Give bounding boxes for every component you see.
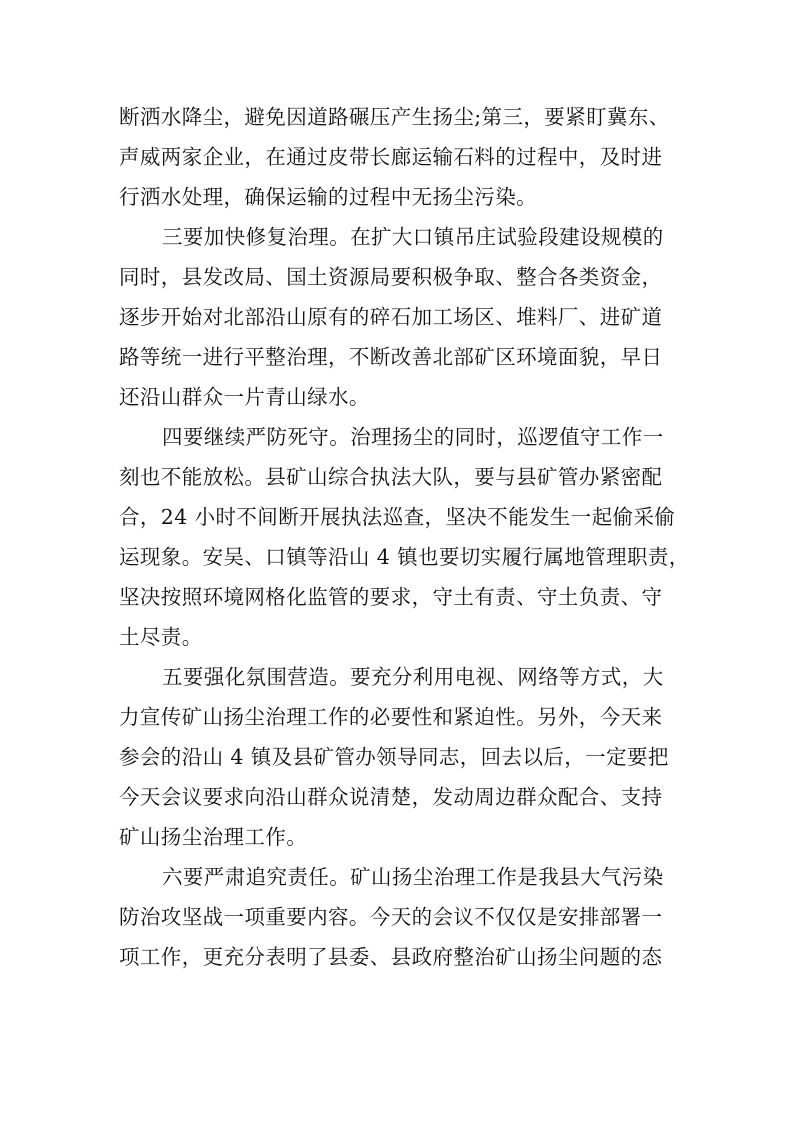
body-text (119, 97, 690, 977)
text-line: 声威两家企业，在通过皮带长廊运输石料的过程中，及时进 (119, 145, 663, 169)
text-line: 参会的沿山 4 镇及县矿管办领导同志，回去以后，一定要把 (119, 745, 669, 769)
text-line: 还沿山群众一片青山绿水。 (119, 385, 370, 409)
text-line: 同时，县发改局、国土资源局要积极争取、整合各类资金， (119, 265, 663, 289)
text-line: 刻也不能放松。县矿山综合执法大队，要与县矿管办紧密配 (119, 465, 663, 489)
text-line: 力宣传矿山扬尘治理工作的必要性和紧迫性。另外，今天来 (119, 705, 663, 729)
text-line: 防治攻坚战一项重要内容。今天的会议不仅仅是安排部署一 (119, 905, 663, 929)
text-line: 合，24 小时不间断开展执法巡查，坚决不能发生一起偷采偷 (119, 505, 676, 529)
text-line: 坚决按照环境网格化监管的要求，守土有责、守土负责、守 (119, 585, 663, 609)
text-line: 项工作，更充分表明了县委、县政府整治矿山扬尘问题的态 (119, 945, 663, 969)
text-line: 行洒水处理，确保运输的过程中无扬尘污染。 (119, 185, 537, 209)
text-line: 路等统一进行平整治理，不断改善北部矿区环境面貌，早日 (119, 345, 663, 369)
text-line: 今天会议要求向沿山群众说清楚，发动周边群众配合、支持 (119, 785, 663, 809)
paragraph-start-line: 四要继续严防死守。治理扬尘的同时，巡逻值守工作一 (162, 425, 664, 449)
text-line: 断洒水降尘，避免因道路碾压产生扬尘;第三，要紧盯冀东、 (119, 105, 670, 129)
text-line: 运现象。安吴、口镇等沿山 4 镇也要切实履行属地管理职责， (119, 545, 690, 569)
text-line: 逐步开始对北部沿山原有的碎石加工场区、堆料厂、进矿道 (119, 305, 663, 329)
paragraph-start-line: 五要强化氛围营造。要充分利用电视、网络等方式，大 (162, 665, 664, 689)
paragraph-start-line: 三要加快修复治理。在扩大口镇吊庄试验段建设规模的 (162, 225, 664, 249)
text-line: 土尽责。 (119, 625, 203, 649)
text-line: 矿山扬尘治理工作。 (119, 825, 308, 849)
paragraph-start-line: 六要严肃追究责任。矿山扬尘治理工作是我县大气污染 (162, 865, 664, 889)
